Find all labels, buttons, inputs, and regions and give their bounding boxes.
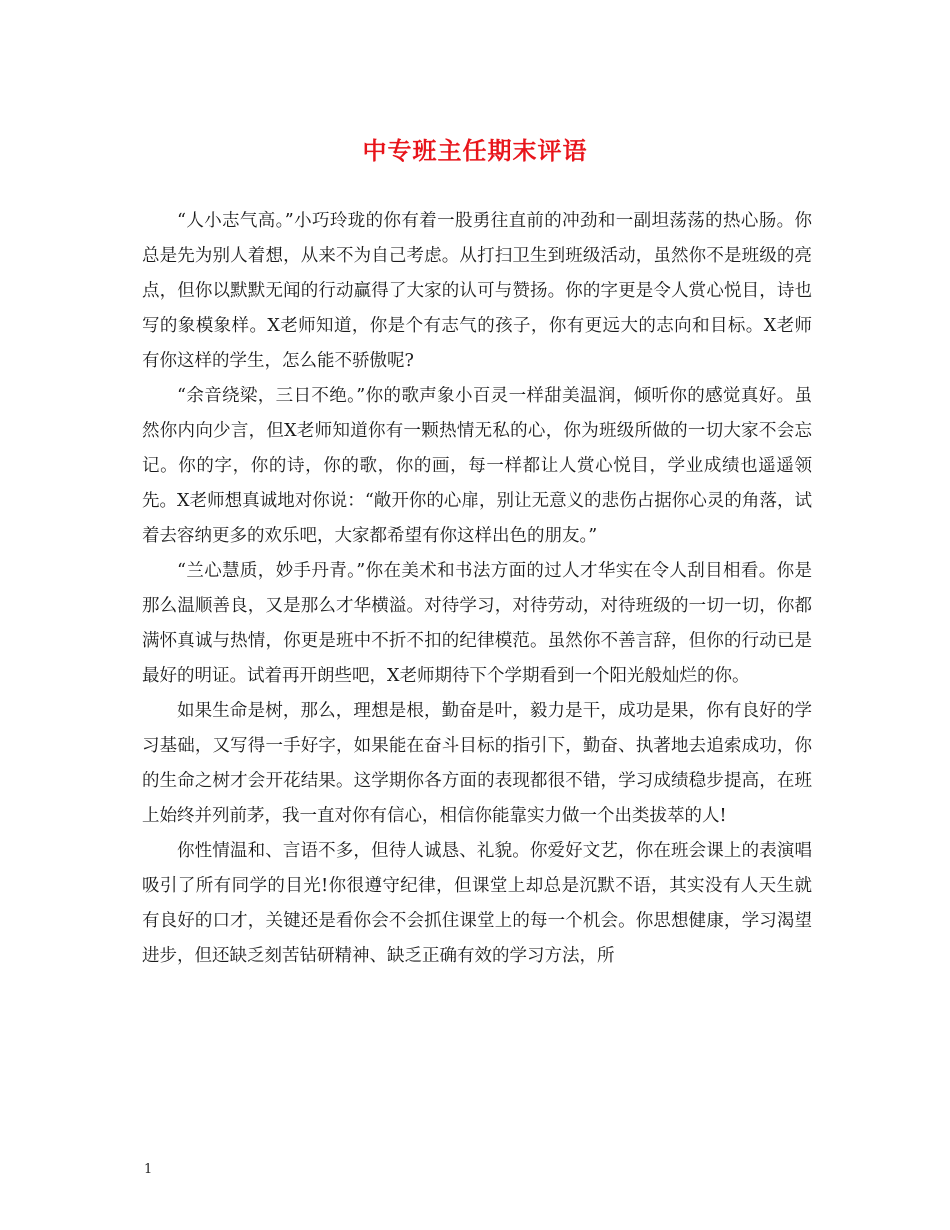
paragraph-4: 如果生命是树，那么，理想是根，勤奋是叶，毅力是干，成功是果，你有良好的学习基础，又写得一手好字，如果能在奋斗目标的指引下，勤奋、执著地去追索成功，你的生命之树才会开花结果。这学期你各方面的表现都很不错，学习成绩稳步提高，在班上始终并列前茅，我一直对你有信心，相信你能靠实力做一个出类拔萃的人! bbox=[142, 701, 812, 826]
paragraph-5: 你性情温和、言语不多，但待人诚恳、礼貌。你爱好文艺，你在班会课上的表演唱吸引了所有同学的目光!你很遵守纪律，但课堂上却总是沉默不语，其实没有人天生就有良好的口才，关键还是看你会不会抓住课堂上的每一个机会。你思想健康，学习渴望进步，但还缺乏刻苦钻研精神、缺乏正确有效的学习方法，所 bbox=[142, 841, 812, 966]
paragraph-2: “余音绕梁，三日不绝。”你的歌声象小百灵一样甜美温润，倾听你的感觉真好。虽然你内向少言，但X老师知道你有一颗热情无私的心，你为班级所做的一切大家不会忘记。你的字，你的诗，你的歌，你的画，每一样都让人赏心悦目，学业成绩也遥遥领先。X老师想真诚地对你说：“敞开你的心扉，别让无意义的悲伤占据你心灵的角落，试着去容纳更多的欢乐吧，大家都希望有你这样出色的朋友。” bbox=[142, 386, 812, 546]
document-title: 中专班主任期末评语 bbox=[362, 136, 588, 165]
paragraph-1: “人小志气高。”小巧玲珑的你有着一股勇往直前的冲劲和一副坦荡荡的热心肠。你总是先为别人着想，从来不为自己考虑。从打扫卫生到班级活动，虽然你不是班级的亮点，但你以默默无闻的行动赢得了大家的认可与赞扬。你的字更是令人赏心悦目，诗也写的象模象样。X老师知道，你是个有志气的孩子，你有更远大的志向和目标。X老师有你这样的学生，怎么能不骄傲呢? bbox=[142, 211, 812, 371]
document-body bbox=[142, 204, 812, 974]
paragraph-3: “兰心慧质，妙手丹青。”你在美术和书法方面的过人才华实在令人刮目相看。你是那么温顺善良，又是那么才华横溢。对待学习，对待劳动，对待班级的一切一切，你都满怀真诚与热情，你更是班中不折不扣的纪律模范。虽然你不善言辞，但你的行动已是最好的明证。试着再开朗些吧，X老师期待下个学期看到一个阳光般灿烂的你。 bbox=[142, 561, 812, 686]
page-number: 1 bbox=[144, 1162, 153, 1177]
